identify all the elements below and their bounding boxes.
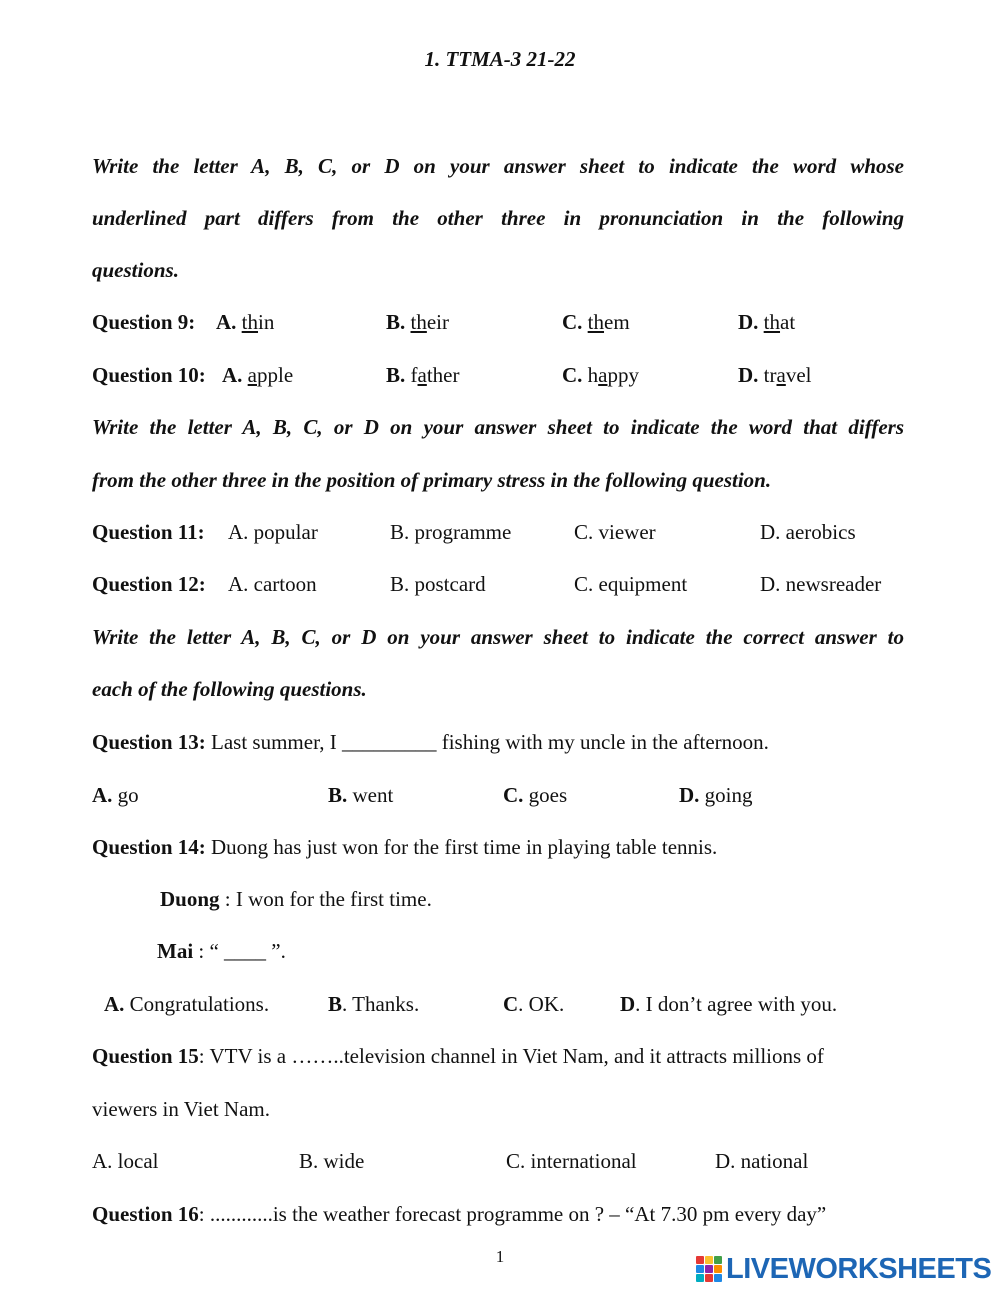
question-11-option-b[interactable]: B. programme [390,520,512,544]
question-11-option-a[interactable]: A. popular [228,520,318,544]
question-12-option-c[interactable]: C. equipment [574,572,688,596]
question-9-option-a[interactable]: A. thin [216,310,275,334]
liveworksheets-logo-icon [696,1256,722,1282]
question-13-option-d[interactable]: D. going [679,783,753,807]
instruction-stress-line-2: from the other three in the position of primary stress in the following question. [92,468,772,492]
speaker-mai: Mai [157,939,194,963]
question-11-option-d[interactable]: D. aerobics [760,520,856,544]
question-13-label: Question 13: [92,730,206,754]
question-12-option-b[interactable]: B. postcard [390,572,486,596]
question-13-option-c[interactable]: C. goes [503,783,568,807]
question-10-option-d[interactable]: D. travel [738,363,812,387]
instruction-pronunciation-line-2: underlined part differs from the other three in pronunciation in the following [92,206,904,230]
question-15-option-d[interactable]: D. national [715,1149,809,1173]
question-15-label: Question 15 [92,1044,199,1068]
question-9-option-d[interactable]: D. that [738,310,796,334]
question-10-option-c[interactable]: C. happy [562,363,639,387]
instruction-pronunciation-line-1: Write the letter A, B, C, or D on your answer sheet to indicate the word whose [92,154,904,178]
document-title: 1. TTMA-3 21-22 [424,47,576,71]
instruction-pronunciation-line-3: questions. [92,258,179,282]
question-13-option-b[interactable]: B. went [328,783,394,807]
question-14-option-a[interactable]: A. Congratulations. [104,992,270,1016]
question-13-text: Last summer, I _________ fishing with my uncle in the afternoon. [205,730,769,754]
question-16 [92,1201,826,1227]
question-15-option-b[interactable]: B. wide [299,1149,365,1173]
question-14-dialogue-line-1: Duong : I won for the first time. [160,887,432,911]
liveworksheets-brand [696,1254,991,1284]
page-number: 1 [495,1247,505,1266]
question-10-option-b[interactable]: B. father [386,363,460,387]
question-12-option-d[interactable]: D. newsreader [760,572,882,596]
instruction-correct-answer-line-1: Write the letter A, B, C, or D on your answer sheet to indicate the correct answer to [92,625,904,649]
question-14-text: Duong has just won for the first time in playing table tennis. [205,835,718,859]
question-9-option-b[interactable]: B. their [386,310,450,334]
question-15-text: : VTV is a ……..television channel in Viet Nam, and it attracts millions of [198,1044,824,1068]
speaker-duong: Duong [160,887,220,911]
question-13 [92,729,769,755]
question-16-label: Question 16 [92,1202,199,1226]
question-14-option-d[interactable]: D. I don’t agree with you. [620,992,838,1016]
question-9-label: Question 9: [92,310,196,334]
question-14-option-c[interactable]: C. OK. [503,992,565,1016]
question-11-option-c[interactable]: C. viewer [574,520,656,544]
question-15-option-a[interactable]: A. local [92,1149,159,1173]
question-15-option-c[interactable]: C. international [506,1149,637,1173]
question-10-label: Question 10: [92,363,206,387]
instruction-correct-answer-line-2: each of the following questions. [92,677,367,701]
question-15 [92,1043,824,1069]
brand-name: LIVEWORKSHEETS [726,1253,992,1285]
instruction-stress-line-1: Write the letter A, B, C, or D on your answer sheet to indicate the word that differs [92,415,904,439]
question-12-label: Question 12: [92,572,206,596]
question-12-option-a[interactable]: A. cartoon [228,572,317,596]
question-14-dialogue-line-2: Mai : “ ____ ”. [157,939,286,963]
question-14-label: Question 14: [92,835,206,859]
question-14-option-b[interactable]: B. Thanks. [328,992,420,1016]
question-13-option-a[interactable]: A. go [92,783,139,807]
question-16-text: : ............is the weather forecast programme on ? – “At 7.30 pm every day” [198,1202,827,1226]
question-11-label: Question 11: [92,520,205,544]
question-14 [92,834,717,860]
question-10-option-a[interactable]: A. apple [222,363,294,387]
question-9-option-c[interactable]: C. them [562,310,630,334]
question-15-text-continued: viewers in Viet Nam. [92,1097,270,1121]
